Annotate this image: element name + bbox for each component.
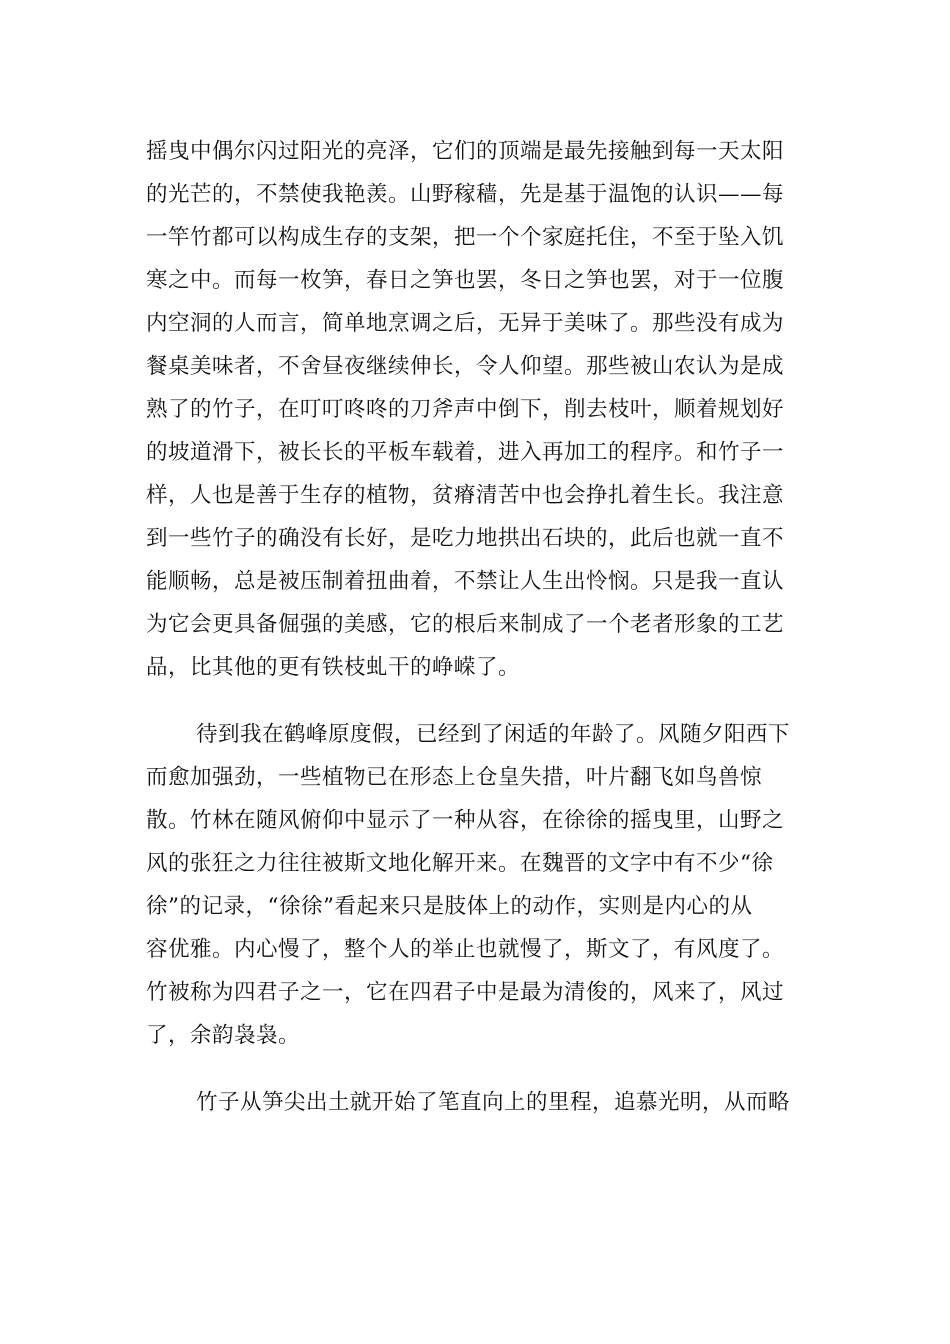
text-line: 竹子从笋尖出土就开始了笔直向上的里程，追慕光明，从而略 [196, 1090, 791, 1115]
body-text [146, 130, 810, 1124]
text-line: 为它会更具备倔强的美感，它的根后来制成了一个老者形象的工艺 [146, 612, 785, 637]
text-line: 的光芒的，不禁使我艳羡。山野稼穑，先是基于温饱的认识——每 [146, 182, 785, 207]
text-line: 风的张狂之力往往被斯文地化解开来。在魏晋的文字中有不少“徐 [146, 851, 774, 876]
text-line: 竹被称为四君子之一，它在四君子中是最为清俊的，风来了，风过 [146, 980, 785, 1005]
text-line: 内空洞的人而言，简单地烹调之后，无异于美味了。那些没有成为 [146, 311, 785, 336]
text-line: 餐桌美味者，不舍昼夜继续伸长，令人仰望。那些被山农认为是成 [146, 354, 785, 379]
text-line: 样，人也是善于生存的植物，贫瘠清苦中也会挣扎着生长。我注意 [146, 483, 785, 508]
text-line: 容优雅。内心慢了，整个人的举止也就慢了，斯文了，有风度了。 [146, 937, 785, 962]
paragraph-2 [146, 713, 810, 1057]
text-line: 摇曳中偶尔闪过阳光的亮泽，它们的顶端是最先接触到每一天太阳 [146, 139, 785, 164]
text-line: 待到我在鹤峰原度假，已经到了闲适的年龄了。风随夕阳西下 [196, 722, 791, 747]
paragraph-3 [146, 1081, 810, 1124]
text-line: 的坡道滑下，被长长的平板车载着，进入再加工的程序。和竹子一 [146, 440, 785, 465]
text-line: 寒之中。而每一枚笋，春日之笋也罢，冬日之笋也罢，对于一位腹 [146, 268, 785, 293]
paragraph-gap [146, 689, 810, 713]
text-line: 而愈加强劲，一些植物已在形态上仓皇失措，叶片翻飞如鸟兽惊 [146, 765, 763, 790]
text-line: 散。竹林在随风俯仰中显示了一种从容，在徐徐的摇曳里，山野之 [146, 808, 785, 833]
text-line: 徐”的记录，“徐徐”看起来只是肢体上的动作，实则是内心的从 [146, 894, 753, 919]
paragraph-gap [146, 1057, 810, 1081]
paragraph-1 [146, 130, 810, 689]
text-line: 到一些竹子的确没有长好，是吃力地拱出石块的，此后也就一直不 [146, 526, 785, 551]
text-line: 品，比其他的更有铁枝虬干的峥嵘了。 [146, 655, 521, 680]
text-line: 能顺畅，总是被压制着扭曲着，不禁让人生出怜悯。只是我一直认 [146, 569, 785, 594]
text-line: 一竿竹都可以构成生存的支架，把一个个家庭托住，不至于坠入饥 [146, 225, 785, 250]
text-line: 熟了的竹子，在叮叮咚咚的刀斧声中倒下，削去枝叶，顺着规划好 [146, 397, 785, 422]
text-line: 了，余韵袅袅。 [146, 1023, 301, 1048]
